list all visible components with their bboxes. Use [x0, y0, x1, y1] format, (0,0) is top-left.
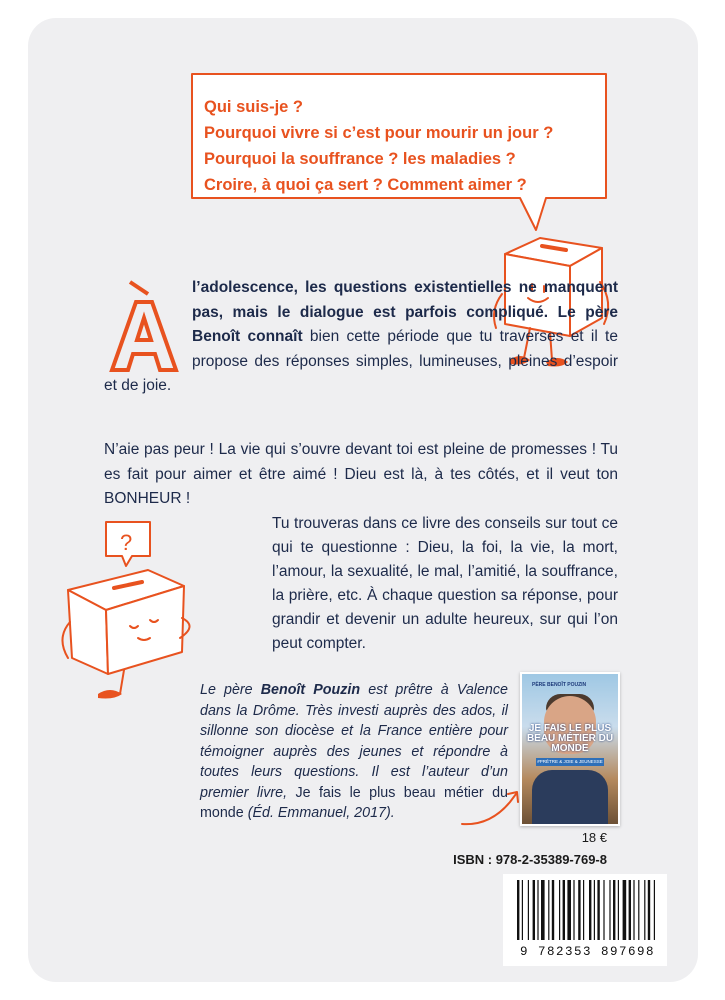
- book-cover-tagline: #PRÊTRE & JOIE & JEUNESSE: [537, 759, 603, 764]
- barcode-digits: 9 782353 897698: [520, 945, 656, 959]
- contents-paragraph: Tu trouveras dans ce livre des conseils sur tout ce qui te questionne : Dieu, la foi, la vie, la mort, l’amour, la sexualité, le mal, l’amitié, la souffrance, la prière, etc. À chaque question sa réponse, pour grandir et devenir un adulte heureux, sur qui l’on peut compter.: [272, 515, 618, 652]
- book-cover-title: JE FAIS LE PLUS BEAU MÉTIER DU MONDE: [526, 723, 614, 754]
- bio-text: (Éd. Emmanuel, 2017).: [243, 805, 395, 821]
- isbn: ISBN : 978-2-35389-769-8: [453, 852, 607, 867]
- bubble-questions: [204, 94, 604, 198]
- author-name: Benoît Pouzin: [260, 682, 361, 698]
- dropcap-a-icon: [104, 278, 182, 374]
- bubble-line: Qui suis-je ?: [204, 98, 304, 116]
- bubble-line: Pourquoi vivre si c’est pour mourir un jour ?: [204, 124, 554, 142]
- intro-regular-text: bien cette période que tu traverses et il te propose des réponses simples, lumineuses, pleines d’espoir et de joie.: [104, 328, 618, 394]
- barcode-bars-icon: [503, 874, 667, 944]
- bubble-line: Croire, à quoi ça sert ? Comment aimer ?: [204, 176, 527, 194]
- price: 18 €: [581, 830, 607, 845]
- book-title: Je fais le plus beau métier du monde: [200, 784, 508, 821]
- book-cover-author: PÈRE BENOÎT POUZIN: [532, 682, 587, 688]
- intro-paragraph: [104, 276, 618, 399]
- bio-text: est prêtre à Valence dans la Drôme. Très investi auprès des ados, il sillonne son diocèse et la France entière pour témoigner auprès des jeunes et répondre à toutes leurs questions. Il est l’auteur d’un premier livre,: [200, 682, 508, 801]
- book-cover-image: [520, 672, 620, 826]
- intro-bold-text: l’adolescence, les questions existentielles ne manquent pas, mais le dialogue est parfois compliqué. Le père Benoît connaît: [192, 279, 618, 345]
- bubble-line: Pourquoi la souffrance ? les maladies ?: [204, 150, 516, 168]
- encouragement-paragraph: N’aie pas peur ! La vie qui s’ouvre devant toi est pleine de promesses ! Tu es fait pour aimer et être aimé ! Dieu est là, à tes côtés, et il veut ton BONHEUR !: [104, 441, 618, 507]
- bio-text: Le père: [200, 682, 261, 698]
- svg-text:?: ?: [120, 530, 133, 555]
